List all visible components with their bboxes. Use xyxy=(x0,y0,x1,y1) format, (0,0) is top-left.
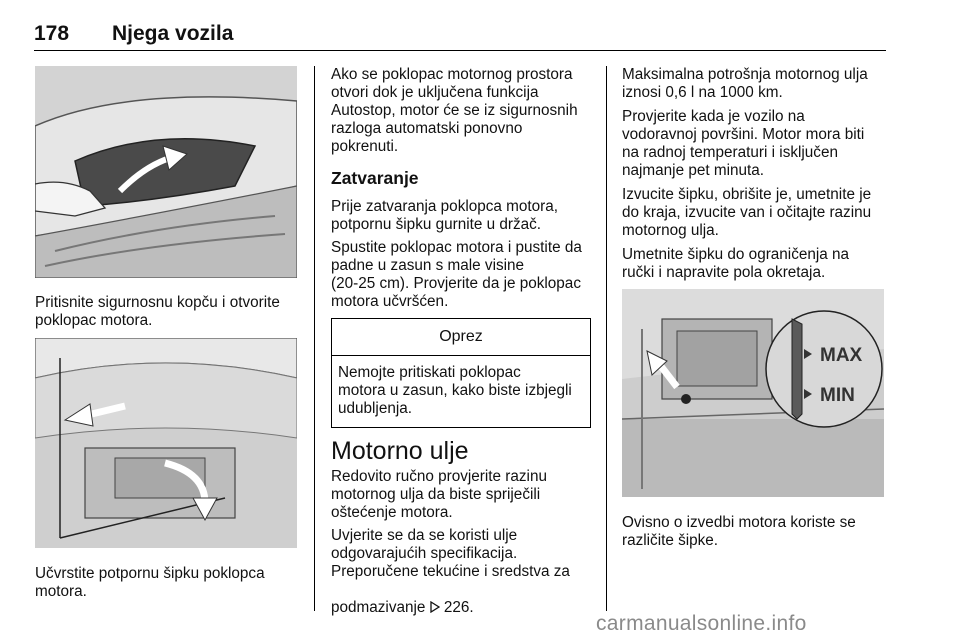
heading-engine-oil: Motorno ulje xyxy=(331,437,469,465)
column-divider-2 xyxy=(606,66,607,611)
caption-hood-release: Pritisnite sigurnosnu kopču i otvorite poklopac motora. xyxy=(35,294,280,329)
oil-paragraph-2 xyxy=(331,527,570,617)
reference-page[interactable]: 226. xyxy=(443,599,474,616)
dipstick-insert-paragraph: Umetnite šipku do ograničenja na ručki i napravite pola okretaja. xyxy=(622,246,850,281)
illustration-hood-release xyxy=(35,66,297,278)
column-divider-1 xyxy=(314,66,315,611)
dipstick-reading-paragraph: Izvucite šipku, obrišite je, umetnite je do kraja, izvucite van i očitajte razinu motornog ulja. xyxy=(622,186,872,239)
dipstick-min-label: MIN xyxy=(820,385,855,406)
page-number: 178 xyxy=(34,22,70,45)
page-title: Njega vozila xyxy=(112,22,234,45)
watermark: carmanualsonline.info xyxy=(596,612,807,635)
page-header xyxy=(34,20,886,51)
dipstick-max-label: MAX xyxy=(820,345,863,366)
closing-paragraph-2: Spustite poklopac motora i pustite da padne u zasun s male visine (20-25 cm). Provjerite da je poklopac motora učvršćen. xyxy=(331,239,582,310)
closing-paragraph-1: Prije zatvaranja poklopca motora, potpornu šipku gurnite u držač. xyxy=(331,198,559,233)
heading-closing: Zatvaranje xyxy=(331,168,419,188)
caption-dipstick: Ovisno o izvedbi motora koriste se različite šipke. xyxy=(622,514,856,549)
arrow-right-icon xyxy=(430,581,440,617)
oil-paragraph-2-text: Uvjerite se da se koristi ulje odgovarajućih specifikacija. Preporučene tekućine i sredstva za podmazivanje xyxy=(331,527,570,616)
caption-support-rod: Učvrstite potpornu šipku poklopca motora. xyxy=(35,565,265,600)
autostop-paragraph: Ako se poklopac motornog prostora otvori dok je uključena funkcija Autostop, motor će se iz sigurnosnih razloga automatski ponovno pokrenuti. xyxy=(331,66,578,155)
oil-paragraph-1: Redovito ručno provjerite razinu motornog ulja da biste spriječili oštećenje motora. xyxy=(331,468,547,521)
illustration-support-rod xyxy=(35,338,297,548)
caution-box xyxy=(331,318,591,428)
caution-text: Nemojte pritiskati poklopac motora u zasun, kako biste izbjegli udubljenja. xyxy=(338,364,572,417)
check-conditions-paragraph: Provjerite kada je vozilo na vodoravnoj površini. Motor mora biti na radnoj temperaturi i isključen najmanje pet minuta. xyxy=(622,108,865,179)
illustration-dipstick xyxy=(622,289,884,497)
oil-consumption-paragraph: Maksimalna potrošnja motornog ulja iznosi 0,6 l na 1000 km. xyxy=(622,66,868,101)
caution-title: Oprez xyxy=(332,319,590,356)
